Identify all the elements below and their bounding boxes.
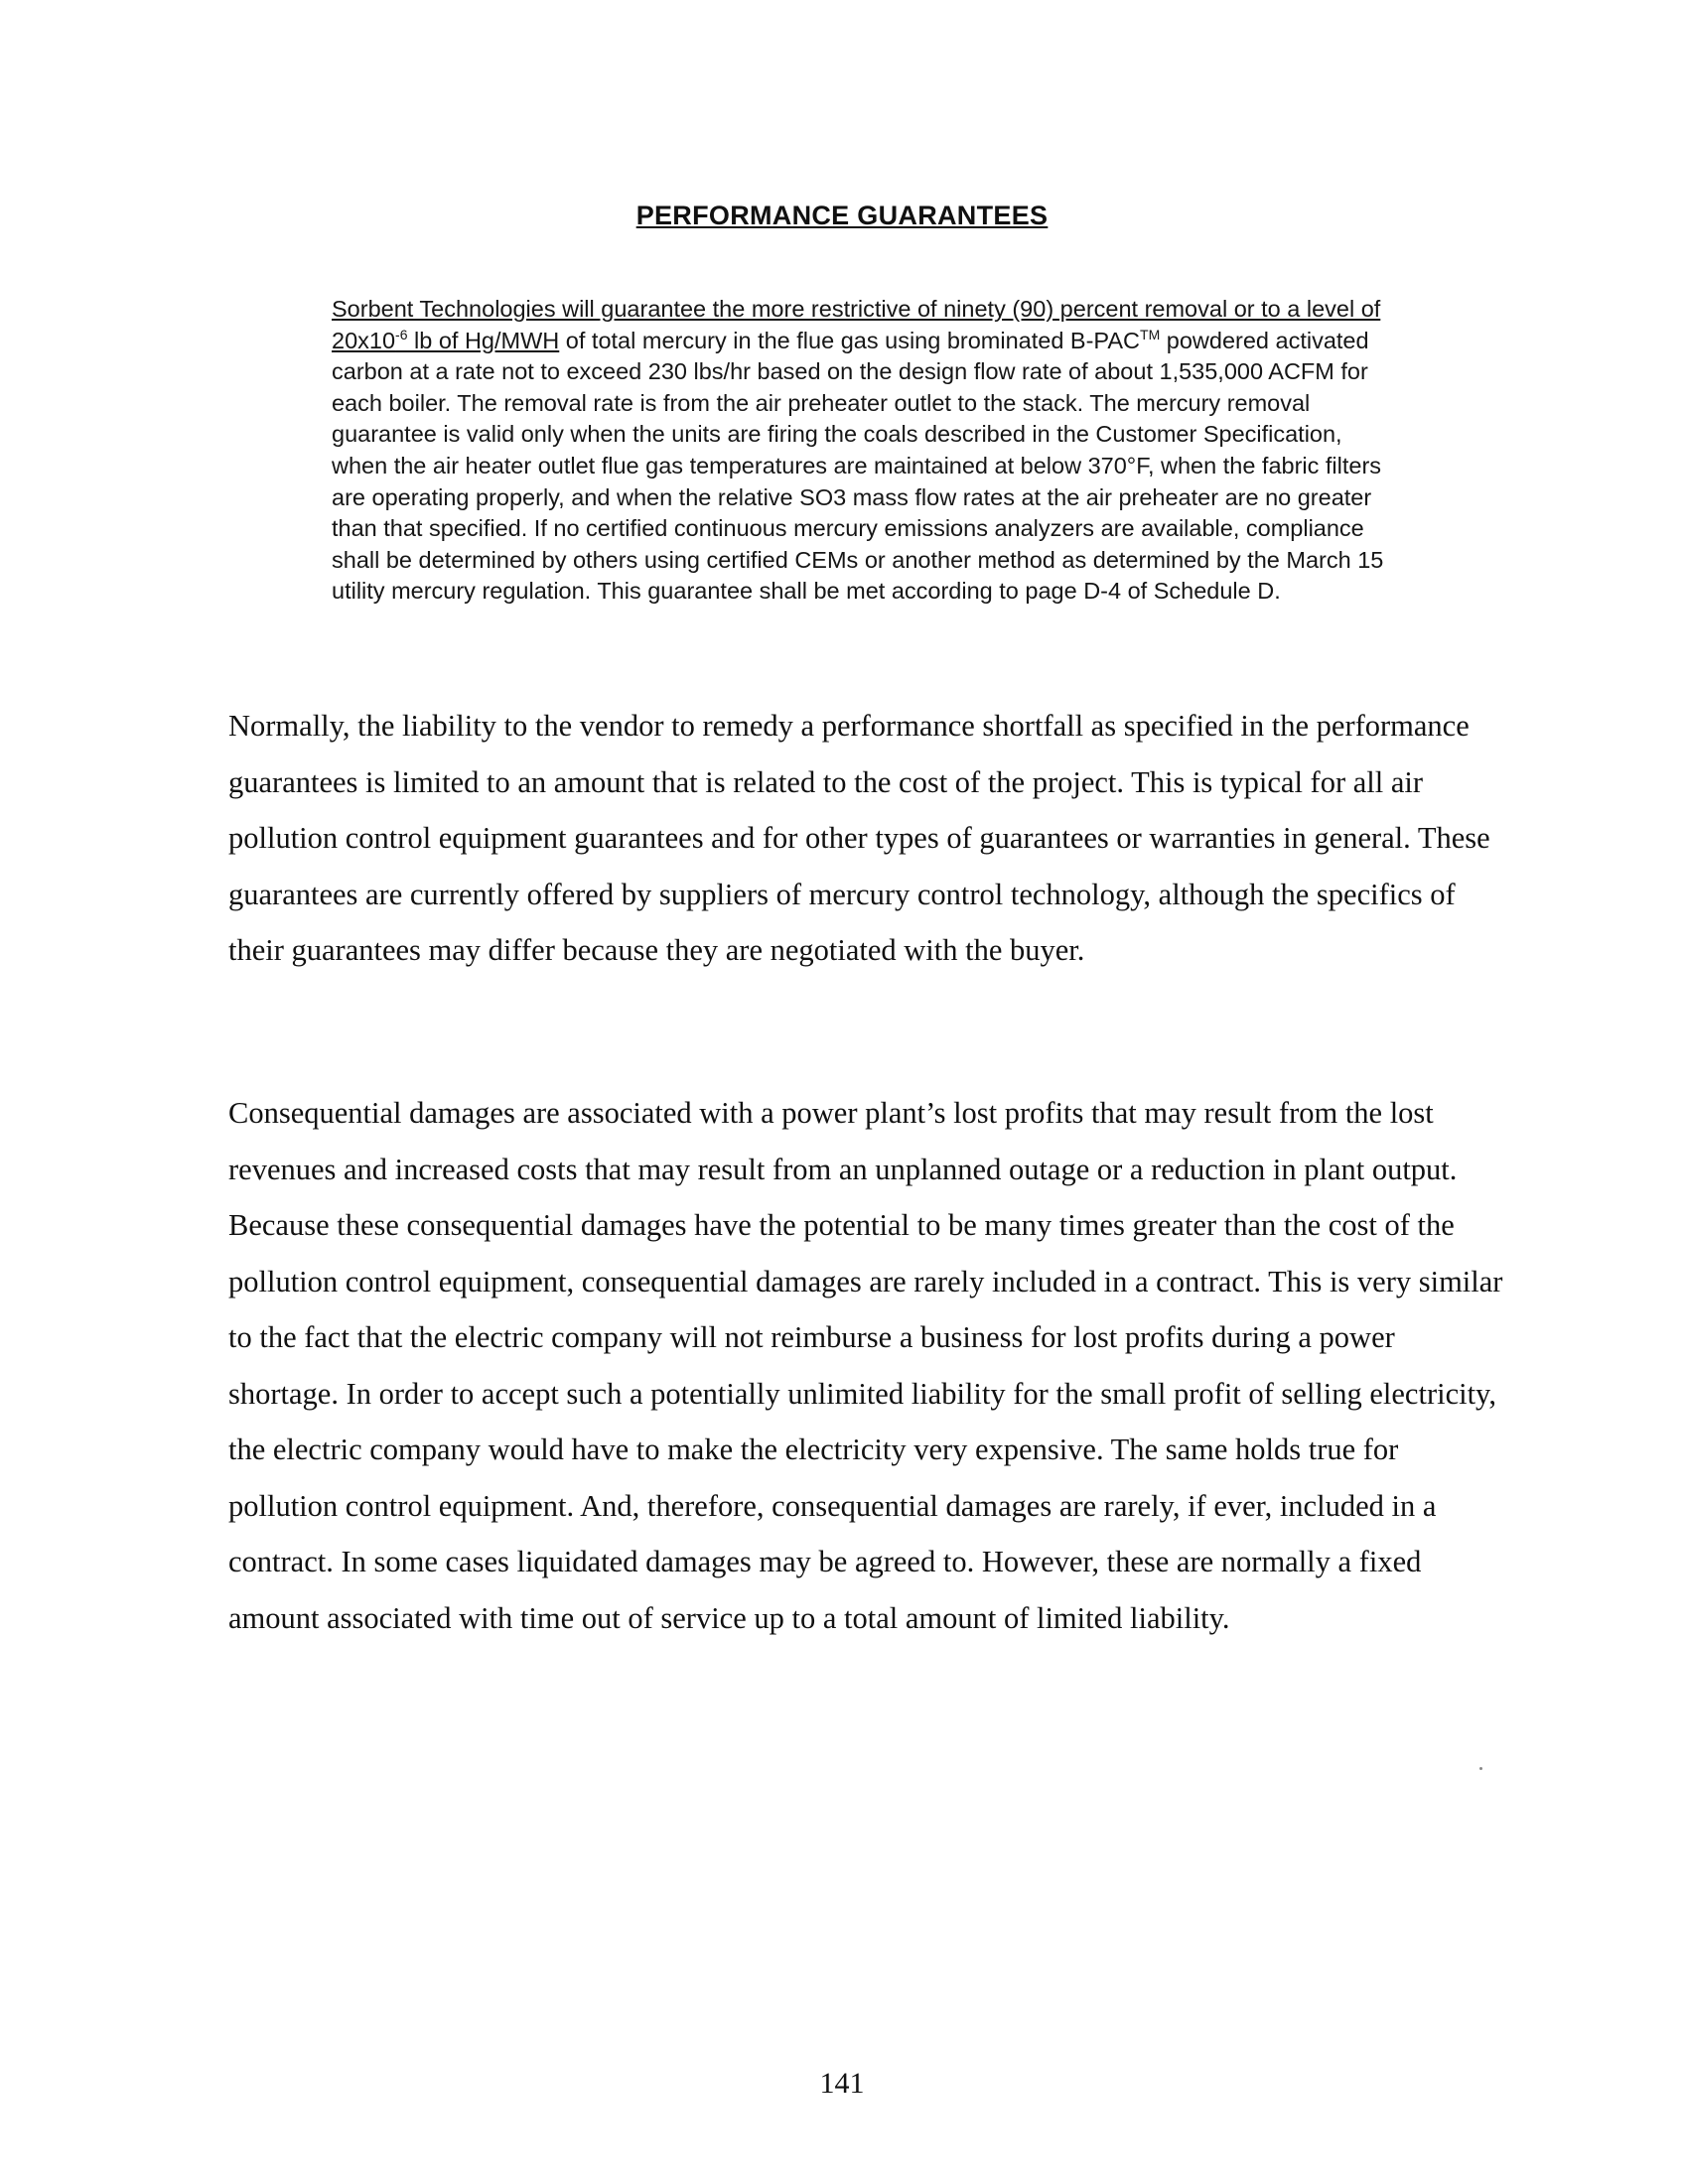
guarantee-underlined-tail: lb of Hg/MWH [407,327,560,353]
exponent: -6 [395,326,408,342]
page-number: 141 [819,2067,865,2100]
body-paragraph-liability: Normally, the liability to the vendor to remedy a performance shortfall as specified in the performance guarantees is limited to an amount that is related to the cost of the project. This is typical for all air pollution control equipment guarantees and for other types of guarantees or warranties in general. These guarantees are currently offered by suppliers of mercury control technology, although the specifics of their guarantees may differ because they are negotiated with the buyer. [228,709,1490,967]
guarantee-text-before-trademark: of total mercury in the flue gas using brominated B-PAC [559,327,1141,353]
scan-speck [1479,1767,1482,1770]
body-paragraph-consequential-damages: Consequential damages are associated with a power plant’s lost profits that may result from the lost revenues and increased costs that may result from an unplanned outage or a reduction in plant output. Because these consequential damages have the potential to be many times greater than the cost of the pollution control equipment, consequential damages are rarely included in a contract. This is very similar to the fact that the electric company will not reimburse a business for lost profits during a power shortage. In order to accept such a potentially unlimited liability for the small profit of selling electricity, the electric company would have to make the electricity very expensive. The same holds true for pollution control equipment. And, therefore, consequential damages are rarely, if ever, included in a contract. In some cases liquidated damages may be agreed to. However, these are normally a fixed amount associated with time out of service up to a total amount of limited liability. [228,1096,1503,1635]
guarantee-text-rest: powdered activated carbon at a rate not to exceed 230 lbs/hr based on the design flow rate of about 1,535,000 ACFM for each boiler. The removal rate is from the air preheater outlet to the stack. The mercury removal guarantee is valid only when the units are firing the coals described in the Customer Specification, when the air heater outlet flue gas temperatures are maintained at below 370°F, when the fabric filters are operating properly, and when the relative SO3 mass flow rates at the air preheater are no greater than that specified. If no certified continuous mercury emissions analyzers are available, compliance shall be determined by others using certified CEMs or another method as determined by the March 15 utility mercury regulation. This guarantee shall be met according to page D-4 of Schedule D. [332,327,1384,605]
guarantee-underlined-lead: Sorbent Technologies will guarantee the more restrictive of ninety (90) percent removal or to a level of 20x10 [332,296,1381,353]
guarantee-statement [332,294,1384,608]
section-heading: PERFORMANCE GUARANTEES [635,201,1049,230]
trademark-mark: TM [1140,326,1161,342]
